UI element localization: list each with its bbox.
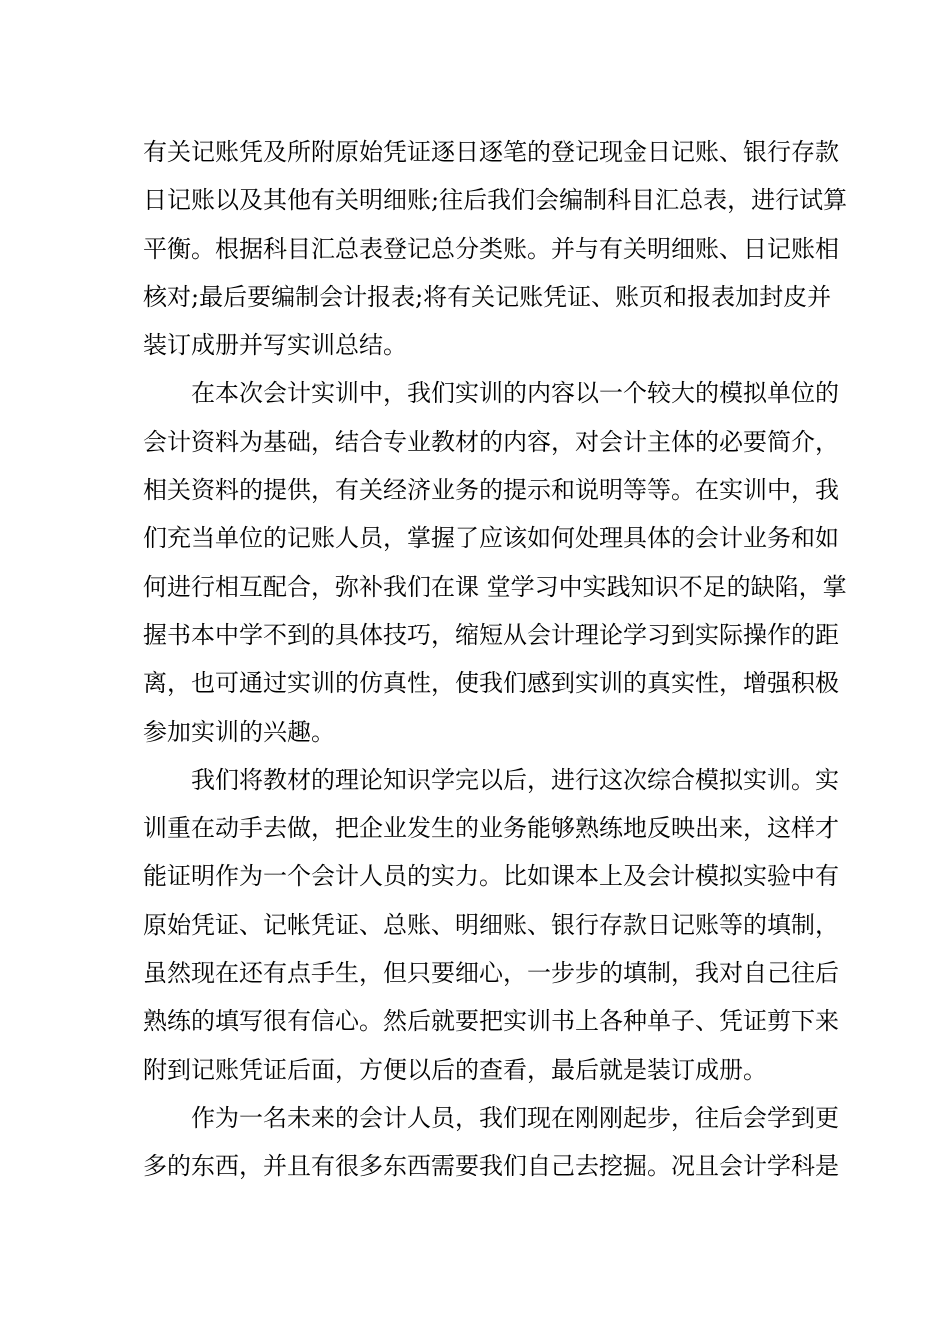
text-line: 平衡。根据科目汇总表登记总分类账。并与有关明细账、日记账相 (143, 234, 839, 263)
text-line: 多的东西，并且有很多东西需要我们自己去挖掘。况且会计学科是 (143, 1152, 839, 1181)
paragraph-3 (143, 756, 839, 1094)
text-line: 原始凭证、记帐凭证、总账、明细账、银行存款日记账等的填制， (143, 910, 839, 939)
text-line: 能证明作为一个会计人员的实力。比如课本上及会计模拟实验中有 (143, 862, 839, 891)
text-line: 有关记账凭及所附原始凭证逐日逐笔的登记现金日记账、银行存款 (143, 138, 839, 166)
text-line: 在本次会计实训中，我们实训的内容以一个较大的模拟单位的 (191, 379, 839, 408)
text-line: 装订成册并写实训总结。 (143, 331, 407, 360)
document-body (143, 128, 848, 1191)
text-line: 熟练的填写很有信心。然后就要把实训书上各种单子、凭证剪下来 (143, 1007, 839, 1036)
text-line: 附到记账凭证后面，方便以后的查看，最后就是装订成册。 (143, 1055, 767, 1084)
text-line: 握书本中学不到的具体技巧，缩短从会计理论学习到实际操作的距 (143, 620, 839, 649)
text-line: 日记账以及其他有关明细账;往后我们会编制科目汇总表，进行试算 (143, 186, 848, 215)
paragraph-2 (143, 369, 847, 755)
text-line: 何进行相互配合，弥补我们在课 堂学习中实践知识不足的缺陷，掌 (143, 572, 847, 601)
paragraph-1 (143, 128, 848, 369)
text-line: 我们将教材的理论知识学完以后，进行这次综合模拟实训。实 (191, 765, 839, 794)
text-line: 训重在动手去做，把企业发生的业务能够熟练地反映出来，这样才 (143, 814, 839, 843)
text-line: 会计资料为基础，结合专业教材的内容，对会计主体的必要简介， (143, 427, 839, 456)
text-line: 们充当单位的记账人员，掌握了应该如何处理具体的会计业务和如 (143, 524, 839, 553)
text-line: 相关资料的提供，有关经济业务的提示和说明等等。在实训中，我 (143, 476, 839, 505)
text-line: 虽然现在还有点手生，但只要细心，一步步的填制，我对自己往后 (143, 959, 839, 988)
text-line: 离，也可通过实训的仿真性，使我们感到实训的真实性，增强积极 (143, 669, 839, 698)
text-line: 作为一名未来的会计人员，我们现在刚刚起步，往后会学到更 (191, 1103, 839, 1132)
text-line: 参加实训的兴趣。 (143, 717, 335, 746)
paragraph-4 (143, 1094, 839, 1191)
text-line: 核对;最后要编制会计报表;将有关记账凭证、账页和报表加封皮并 (143, 282, 832, 311)
